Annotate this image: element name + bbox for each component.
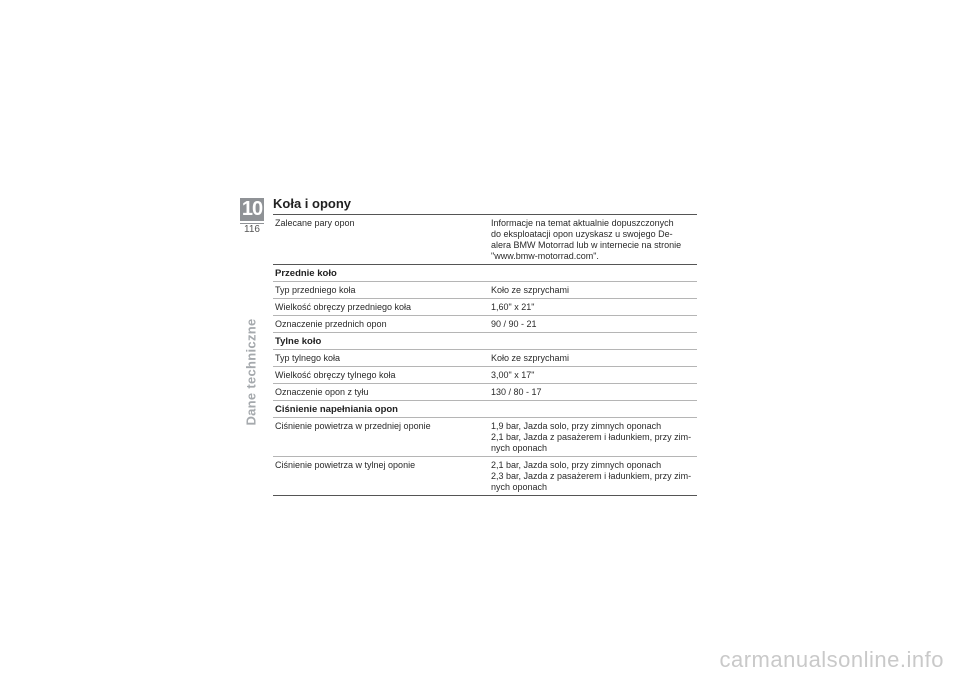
row-label: Wielkość obręczy przedniego koła [275, 302, 412, 312]
row-label: Oznaczenie opon z tyłu [275, 387, 369, 397]
row-label: Ciśnienie powietrza w przedniej oponie [275, 421, 431, 431]
table-row [273, 350, 697, 367]
table-row-recommended-pairs [273, 215, 697, 265]
row-value: 90 / 90 - 21 [491, 319, 537, 329]
value-line: alera BMW Motorrad lub w internecie na stronie [491, 240, 682, 250]
value-line: 2,1 bar, Jazda z pasażerem i ładunkiem, przy zim- [491, 432, 692, 442]
row-value: Koło ze szprychami [491, 353, 570, 363]
table-row [273, 384, 697, 401]
value-line: 2,1 bar, Jazda solo, przy zimnych oponach [491, 460, 662, 470]
table-row [273, 367, 697, 384]
value-line: nych oponach [491, 482, 548, 492]
row-value [491, 421, 697, 454]
table-row-front-pressure [273, 418, 697, 457]
section-title: Koła i opony [273, 196, 351, 211]
table-row-rear-pressure [273, 457, 697, 496]
row-label: Zalecane pary opon [275, 218, 355, 228]
row-label: Typ tylnego koła [275, 353, 341, 363]
chapter-number: 10 [241, 198, 263, 220]
row-value: Koło ze szprychami [491, 285, 570, 295]
value-line: "www.bmw-motorrad.com". [491, 251, 599, 261]
table-heading-rear-wheel: Tylne koło [273, 333, 697, 350]
chapter-side-label: Dane techniczne [243, 318, 259, 426]
page-number: 116 [244, 224, 260, 235]
value-line: Informacje na temat aktualnie dopuszczonych [491, 218, 674, 228]
table-heading-tire-pressure: Ciśnienie napełniania opon [273, 401, 697, 418]
row-value [491, 218, 697, 262]
row-label: Ciśnienie powietrza w tylnej oponie [275, 460, 416, 470]
value-line: 2,3 bar, Jazda z pasażerem i ładunkiem, przy zim- [491, 471, 692, 481]
row-label: Typ przedniego koła [275, 285, 356, 295]
row-value: 3,00" x 17" [491, 370, 535, 380]
watermark: carmanualsonline.info [719, 647, 944, 672]
value-line: 1,9 bar, Jazda solo, przy zimnych oponach [491, 421, 662, 431]
table-row [273, 282, 697, 299]
row-value [491, 460, 697, 493]
row-label: Oznaczenie przednich opon [275, 319, 387, 329]
table-row [273, 316, 697, 333]
value-line: nych oponach [491, 443, 548, 453]
row-label: Wielkość obręczy tylnego koła [275, 370, 396, 380]
table-heading-front-wheel: Przednie koło [273, 265, 697, 282]
spec-table [273, 214, 697, 496]
row-value: 130 / 80 - 17 [491, 387, 542, 397]
value-line: do eksploatacji opon uzyskasz u swojego De- [491, 229, 673, 239]
row-value: 1,60" x 21" [491, 302, 535, 312]
table-row [273, 299, 697, 316]
